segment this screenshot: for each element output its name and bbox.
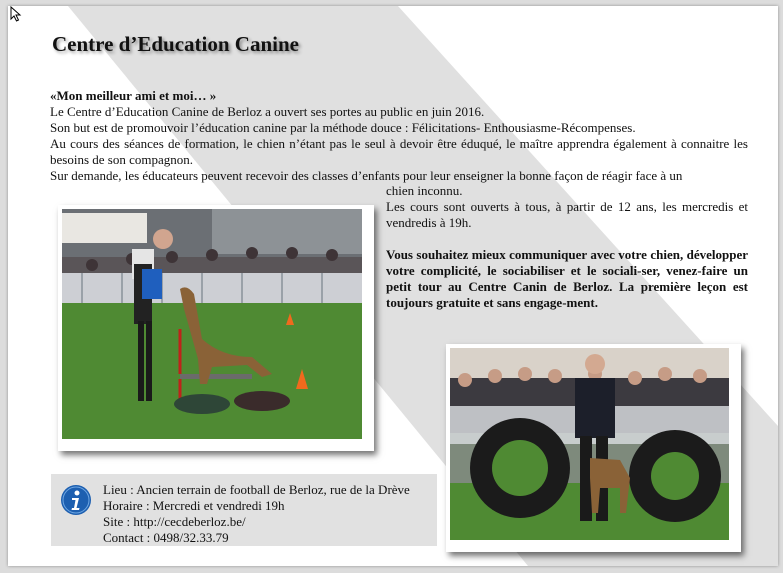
- paragraph-goal: Son but est de promouvoir l’éducation canine par la méthode douce : Félicitations- Enthousiasme-Récompenses.: [50, 120, 636, 135]
- intro-heading: «Mon meilleur ami et moi… »: [50, 88, 217, 103]
- mouse-cursor-icon: [10, 6, 24, 22]
- info-contact: Contact : 0498/32.33.79: [103, 530, 229, 545]
- info-box: [51, 474, 437, 546]
- paragraph-training: Au cours des séances de formation, le chien n’étant pas le seul à devoir être éduqué, le maître apprendra également à connaitre les besoins de son compagnon.: [50, 136, 748, 167]
- paragraph-classes: Sur demande, les éducateurs peuvent recevoir des classes d’enfants pour leur enseigner la bonne façon de réagir face à un: [50, 168, 683, 183]
- photo-dog-training: [58, 205, 374, 451]
- callout-text: Vous souhaitez mieux communiquer avec votre chien, développer votre complicité, le sociabiliser et le sociali-ser, venez-faire un petit tour au Centre Canin de Berloz. La première leçon est toujours gratuite et sans engage-ment.: [386, 247, 748, 310]
- flyer-page: [8, 6, 778, 566]
- right-column: [386, 183, 748, 311]
- page-title: Centre d’Education Canine: [52, 32, 299, 56]
- paragraph-schedule: Les cours sont ouverts à tous, à partir de 12 ans, les mercredis et vendredis à 19h.: [386, 199, 748, 230]
- info-schedule: Horaire : Mercredi et vendredi 19h: [103, 498, 285, 513]
- paragraph-continuation: chien inconnu.: [386, 183, 463, 198]
- paragraph-opening: Le Centre d’Education Canine de Berloz a ouvert ses portes au public en juin 2016.: [50, 104, 485, 119]
- info-website: Site : http://cecdeberloz.be/: [103, 514, 246, 529]
- info-icon: [60, 484, 92, 516]
- info-location: Lieu : Ancien terrain de football de Berloz, rue de la Drève: [103, 482, 410, 497]
- intro-text: [50, 88, 748, 184]
- photo-tyre-obstacle: [446, 344, 741, 552]
